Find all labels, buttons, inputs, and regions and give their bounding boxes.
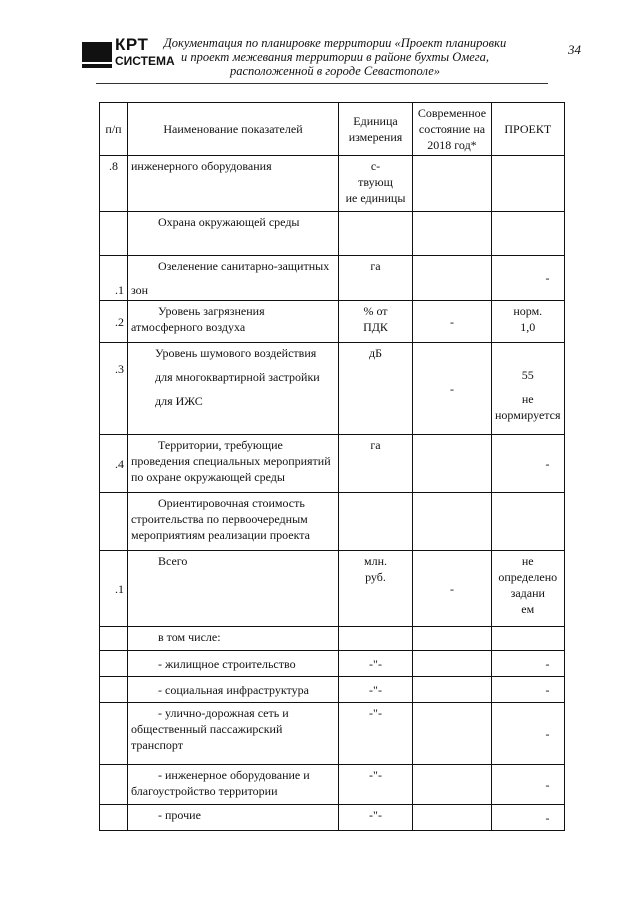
row-name <box>128 343 339 435</box>
logo-mark <box>82 42 112 62</box>
row-project <box>492 343 565 435</box>
row-project-line: норм. <box>513 304 543 318</box>
row-num <box>100 703 128 765</box>
row-current <box>413 627 492 651</box>
row-unit-line: ПДК <box>363 320 388 334</box>
header-current-line: состояние на <box>418 122 486 136</box>
table-row <box>100 703 565 765</box>
row-project <box>492 156 565 212</box>
table-row <box>100 627 565 651</box>
row-unit <box>339 301 413 343</box>
row-name-line: Ориентировочная стоимость <box>158 496 305 510</box>
row-current <box>413 703 492 765</box>
row-unit-line: твующ <box>358 175 393 189</box>
line-gap <box>155 361 335 369</box>
row-name-line: транспорт <box>131 738 183 752</box>
row-current <box>413 493 492 551</box>
row-current <box>413 435 492 493</box>
table-row <box>100 805 565 831</box>
company-logo <box>82 35 175 70</box>
row-name-line: Территории, требующие <box>158 438 283 452</box>
row-num <box>100 212 128 256</box>
row-name-line: Уровень загрязнения <box>158 304 265 318</box>
row-current <box>413 651 492 677</box>
line-gap <box>495 383 561 391</box>
row-unit-line: млн. <box>363 554 387 568</box>
row-num: .8 <box>100 156 128 212</box>
row-project: - <box>492 677 565 703</box>
document-title-line: расположенной в городе Севастополе» <box>229 64 441 78</box>
table-row <box>100 256 565 301</box>
row-name: в том числе: <box>128 627 339 651</box>
row-unit <box>339 551 413 627</box>
table-row <box>100 343 565 435</box>
row-unit-line: ие единицы <box>345 191 406 205</box>
table-row <box>100 493 565 551</box>
row-name: инженерного оборудования <box>128 156 339 212</box>
row-name <box>128 301 339 343</box>
header-unit-line: измерения <box>348 130 403 144</box>
row-name-line: для многоквартирной застройки <box>155 370 320 384</box>
row-project: - <box>492 435 565 493</box>
row-num: .4 <box>100 435 128 493</box>
row-unit: -"- <box>339 805 413 831</box>
row-name-line: зон <box>131 283 149 297</box>
row-num <box>100 651 128 677</box>
row-name-line: - улично-дорожная сеть и <box>158 706 289 720</box>
row-name: - прочие <box>128 805 339 831</box>
row-unit-line: с- <box>370 159 381 173</box>
row-project: - <box>492 651 565 677</box>
table-row <box>100 301 565 343</box>
row-num <box>100 627 128 651</box>
row-name <box>128 256 339 301</box>
row-unit <box>339 627 413 651</box>
row-name-line: проведения специальных мероприятий <box>131 454 331 468</box>
row-name-line: строительства по первоочередным <box>131 512 308 526</box>
header-num: п/п <box>100 103 128 156</box>
row-name: - жилищное строительство <box>128 651 339 677</box>
line-gap <box>155 385 335 393</box>
header-current-line: 2018 год* <box>427 138 477 152</box>
row-current <box>413 256 492 301</box>
header-unit-line: Единица <box>353 114 398 128</box>
table-row <box>100 212 565 256</box>
row-project-line: задани <box>510 586 545 600</box>
row-unit <box>339 156 413 212</box>
row-num <box>100 677 128 703</box>
table-row <box>100 677 565 703</box>
row-name-line: благоустройство территории <box>131 784 278 798</box>
row-current <box>413 805 492 831</box>
row-project-line: нормируется <box>495 408 561 422</box>
row-name-line: мероприятиям реализации проекта <box>131 528 310 542</box>
row-unit: -"- <box>339 765 413 805</box>
table-row <box>100 435 565 493</box>
row-name-line: общественный пассажирский <box>131 722 283 736</box>
row-current <box>413 212 492 256</box>
page-number: 34 <box>568 42 581 57</box>
header-current-line: Современное <box>417 106 487 120</box>
row-project: - <box>492 703 565 765</box>
row-project: - <box>492 805 565 831</box>
logo-text-bottom: СИСТЕМА <box>115 54 175 68</box>
row-name: Охрана окружающей среды <box>128 212 339 256</box>
row-project <box>492 627 565 651</box>
line-gap <box>131 274 335 282</box>
header-current <box>413 103 492 156</box>
row-name-line: по охране окружающей среды <box>131 470 285 484</box>
row-current <box>413 677 492 703</box>
row-current <box>413 765 492 805</box>
header-name: Наименование показателей <box>128 103 339 156</box>
row-name: - социальная инфраструктура <box>128 677 339 703</box>
table-row <box>100 765 565 805</box>
row-num <box>100 805 128 831</box>
header-unit <box>339 103 413 156</box>
row-unit <box>339 493 413 551</box>
row-current: - <box>413 301 492 343</box>
row-num: .1 <box>100 256 128 301</box>
row-unit: -"- <box>339 703 413 765</box>
table-header-row <box>100 103 565 156</box>
row-name <box>128 765 339 805</box>
row-project-line: 1,0 <box>520 320 536 334</box>
row-name-line: для ИЖС <box>155 394 203 408</box>
row-unit: дБ <box>339 343 413 435</box>
row-current: - <box>413 343 492 435</box>
row-name-line: атмосферного воздуха <box>131 320 246 334</box>
logo-underline <box>82 64 112 68</box>
document-title-line: и проект межевания территории в районе бухты Омега, <box>180 50 490 64</box>
row-project <box>492 301 565 343</box>
indicators-table <box>99 102 565 831</box>
row-project-line: определено <box>498 570 558 584</box>
row-unit <box>339 212 413 256</box>
table-row <box>100 551 565 627</box>
table-row <box>100 156 565 212</box>
row-num <box>100 765 128 805</box>
row-project <box>492 212 565 256</box>
row-project <box>492 551 565 627</box>
row-current: - <box>413 551 492 627</box>
row-unit: га <box>339 435 413 493</box>
document-title-line: Документация по планировке территории «Проект планировки <box>163 36 507 50</box>
header-divider <box>96 83 548 84</box>
row-project-line: не <box>521 554 534 568</box>
row-name <box>128 493 339 551</box>
row-project-line: ем <box>521 602 535 616</box>
row-project <box>492 493 565 551</box>
row-name-line: Озеленение санитарно-защитных <box>158 259 330 273</box>
row-name: Всего <box>128 551 339 627</box>
row-unit: -"- <box>339 651 413 677</box>
row-unit: -"- <box>339 677 413 703</box>
row-unit-line: % от <box>363 304 388 318</box>
row-unit-line: руб. <box>365 570 386 584</box>
row-project: - <box>492 256 565 301</box>
row-num: .3 <box>100 343 128 435</box>
row-name <box>128 703 339 765</box>
row-num <box>100 493 128 551</box>
header-project: ПРОЕКТ <box>492 103 565 156</box>
row-current <box>413 156 492 212</box>
row-unit: га <box>339 256 413 301</box>
document-title <box>160 36 510 78</box>
row-name-line: Уровень шумового воздействия <box>155 346 317 360</box>
page-header <box>0 0 629 90</box>
logo-text-top: КРТ <box>115 35 149 54</box>
row-name-line: - инженерное оборудование и <box>158 768 310 782</box>
row-project-line: не <box>521 392 534 406</box>
row-project-line: 55 <box>521 368 534 382</box>
row-num: .1 <box>100 551 128 627</box>
row-num: .2 <box>100 301 128 343</box>
row-name <box>128 435 339 493</box>
table-row <box>100 651 565 677</box>
row-project: - <box>492 765 565 805</box>
